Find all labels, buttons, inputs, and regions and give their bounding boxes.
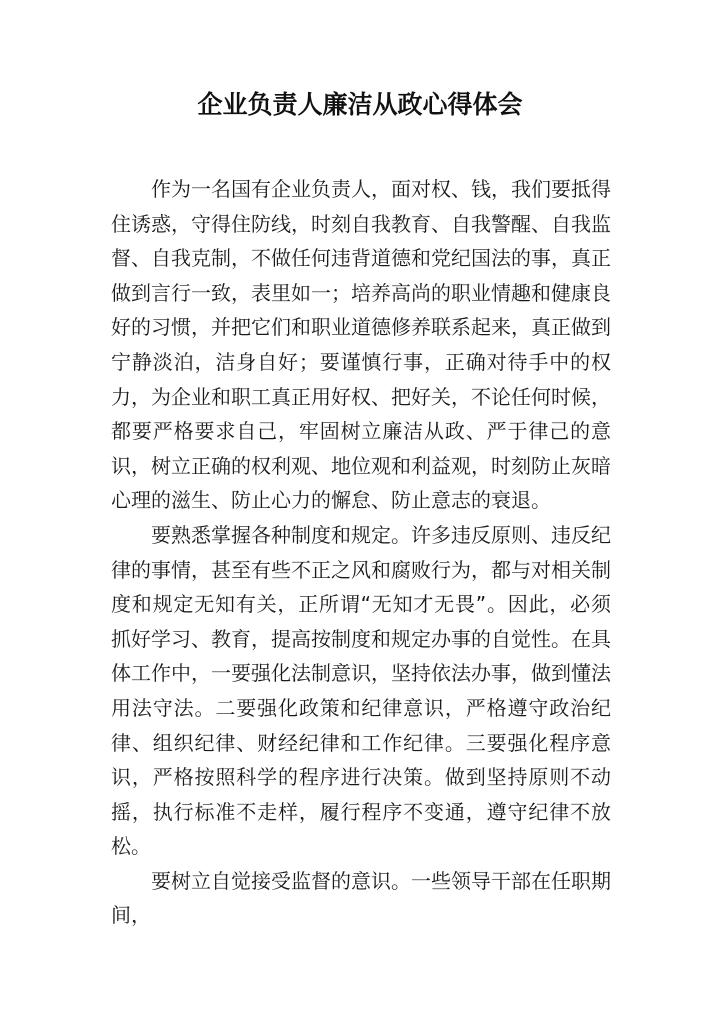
paragraph-2: 要熟悉掌握各种制度和规定。许多违反原则、违反纪律的事情，甚至有些不正之风和腐败行为，都与对相关制度和规定无知有关，正所谓“无知才无畏”。因此，必须抓好学习、教育，提高按制度和规定办事的自觉性。在具体工作中，一要强化法制意识，坚持依法办事，做到懂法用法守法。二要强化政策和纪律意识，严格遵守政治纪律、组织纪律、财经纪律和工作纪律。三要强化程序意识，严格按照科学的程序进行决策。做到坚持原则不动摇，执行标准不走样，履行程序不变通，遵守纪律不放松。 [111,522,611,859]
paragraph-1: 作为一名国有企业负责人，面对权、钱，我们要抵得住诱惑，守得住防线，时刻自我教育、自我警醒、自我监督、自我克制，不做任何违背道德和党纪国法的事，真正做到言行一致，表里如一；培养高尚的职业情趣和健康良好的习惯，并把它们和职业道德修养联系起来，真正做到宁静淡泊，洁身自好；要谨慎行事，正确对待手中的权力，为企业和职工真正用好权、把好关，不论任何时候，都要严格要求自己，牢固树立廉洁从政、严于律己的意识，树立正确的权利观、地位观和利益观，时刻防止灰暗心理的滋生、防止心力的懈怠、防止意志的衰退。 [111,177,611,513]
paragraph-3: 要树立自觉接受监督的意识。一些领导干部在任职期间， [111,868,611,928]
document-title: 企业负责人廉洁从政心得体会 [197,90,523,119]
document-body [111,172,611,933]
